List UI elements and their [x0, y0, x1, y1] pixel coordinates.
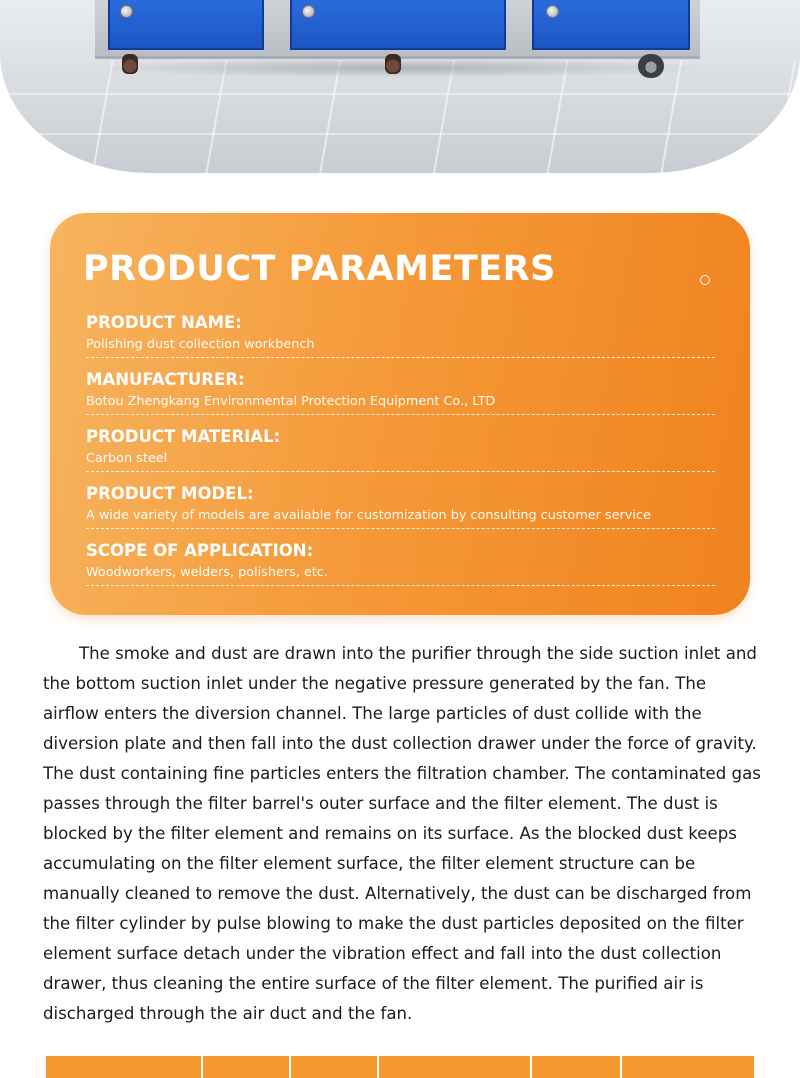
- table-header-cell: [622, 1056, 754, 1078]
- caster-wheel: [122, 54, 138, 74]
- param-value: A wide variety of models are available for customization by consulting customer service: [86, 508, 651, 523]
- table-header-cell: [203, 1056, 289, 1078]
- param-label: MANUFACTURER:: [86, 370, 245, 389]
- lock-icon: [120, 5, 133, 18]
- param-label: PRODUCT MATERIAL:: [86, 427, 281, 446]
- cabinet-drawer-right: [532, 0, 690, 50]
- param-value: Botou Zhengkang Environmental Protection Equipment Co., LTD: [86, 394, 496, 409]
- param-label: PRODUCT NAME:: [86, 313, 242, 332]
- product-photo: [0, 0, 800, 173]
- param-label: SCOPE OF APPLICATION:: [86, 541, 314, 560]
- lock-icon: [546, 5, 559, 18]
- param-label: PRODUCT MODEL:: [86, 484, 254, 503]
- caster-wheel: [638, 54, 664, 78]
- product-parameters-card: [50, 213, 750, 615]
- lock-icon: [302, 5, 315, 18]
- param-value: Carbon steel: [86, 451, 168, 466]
- product-description: The smoke and dust are drawn into the purifier through the side suction inlet and the bottom suction inlet under the negative pressure generated by the fan. The airflow enters the diversion channel. The large particles of dust collide with the diversion plate and then fall into the dust collection drawer under the force of gravity. The dust containing fine particles enters the filtration chamber. The contaminated gas passes through the filter barrel's outer surface and the filter element. The dust is blocked by the filter element and remains on its surface. As the blocked dust keeps accumulating on the filter element surface, the filter element structure can be manually cleaned to remove the dust. Alternatively, the dust can be discharged from the filter cylinder by pulse blowing to make the dust particles deposited on the filter element surface detach under the vibration effect and fall into the dust collection drawer, thus cleaning the entire surface of the filter element. The purified air is discharged through the air duct and the fan.: [43, 644, 761, 1023]
- param-model: [86, 484, 715, 529]
- ring-icon: [700, 275, 710, 285]
- table-header-cell: [46, 1056, 201, 1078]
- table-header-cell: [291, 1056, 377, 1078]
- param-material: [86, 427, 715, 472]
- cabinet-drawer-middle: [290, 0, 506, 50]
- caster-wheel: [385, 54, 401, 74]
- param-scope: [86, 541, 715, 586]
- param-value: Woodworkers, welders, polishers, etc.: [86, 565, 328, 580]
- parameters-title: PRODUCT PARAMETERS: [83, 249, 556, 289]
- param-value: Polishing dust collection workbench: [86, 337, 315, 352]
- table-header-cell: [532, 1056, 620, 1078]
- spec-table-header: [46, 1056, 756, 1078]
- table-header-cell: [379, 1056, 530, 1078]
- cabinet-drawer-left: [108, 0, 264, 50]
- param-manufacturer: [86, 370, 715, 415]
- param-product-name: [86, 313, 715, 358]
